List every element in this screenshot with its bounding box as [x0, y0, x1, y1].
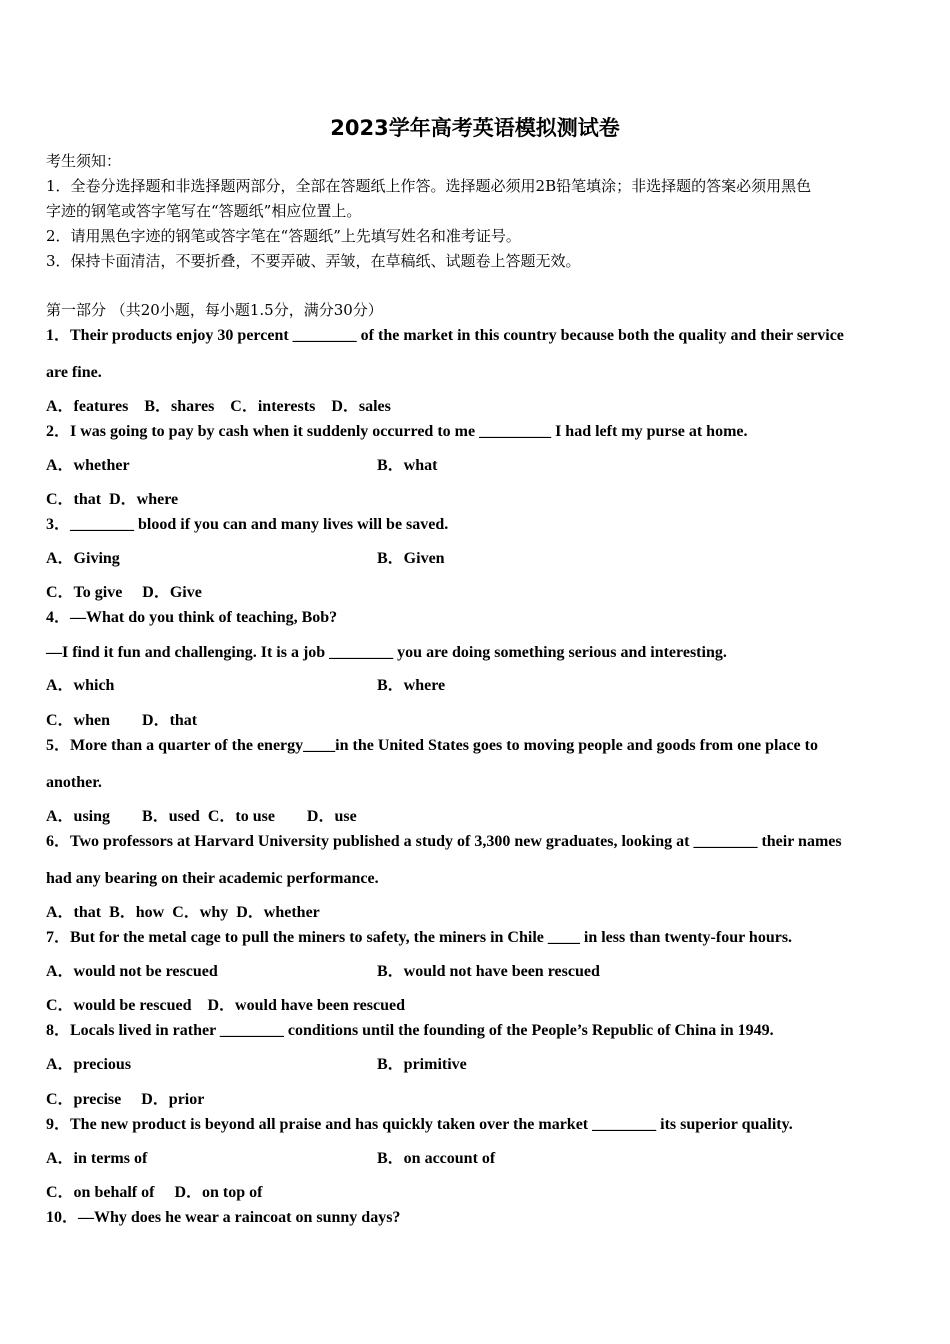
notice-line-2: 2．请用黑色字迹的钢笔或答字笔在“答题纸”上先填写姓名和准考证号。	[46, 227, 521, 245]
notice-line-3: 3．保持卡面清洁，不要折叠，不要弄破、弄皱，在草稿纸、试题卷上答题无效。	[46, 252, 581, 270]
question-7-option-a: A．would not be rescued	[46, 963, 218, 980]
question-7-options-cd: C．would be rescued D．would have been rescued	[46, 997, 405, 1014]
question-2-stem: 2．I was going to pay by cash when it suddenly occurred to me _________ I had left my purse at home.	[46, 423, 748, 440]
question-1-options: A．features B．shares C．interests D．sales	[46, 398, 391, 415]
question-9-option-b: B．on account of	[377, 1150, 496, 1167]
question-4-option-a: A．which	[46, 677, 115, 694]
question-3-stem: 3．________ blood if you can and many lives will be saved.	[46, 516, 449, 533]
question-8-option-a: A．precious	[46, 1056, 132, 1073]
question-4-options-cd: C．when D．that	[46, 712, 198, 729]
question-8-options-cd: C．precise D．prior	[46, 1091, 205, 1108]
question-8-option-b: B．primitive	[377, 1056, 467, 1073]
question-2-option-a: A．whether	[46, 457, 130, 474]
question-6-stem: 6．Two professors at Harvard University published a study of 3,300 new graduates, looking at ________ their names	[46, 833, 842, 850]
question-4-option-b: B．where	[377, 677, 446, 694]
question-1-stem: 1．Their products enjoy 30 percent ________ of the market in this country because both the quality and their service	[46, 327, 844, 344]
question-2-options-cd: C．that D．where	[46, 491, 179, 508]
question-9-stem: 9．The new product is beyond all praise and has quickly taken over the market ________ its superior quality.	[46, 1116, 793, 1133]
question-7-option-b: B．would not have been rescued	[377, 963, 600, 980]
question-4-stem: 4．—What do you think of teaching, Bob?	[46, 609, 338, 626]
question-2-option-b: B．what	[377, 457, 438, 474]
question-10-stem: 10．—Why does he wear a raincoat on sunny days?	[46, 1209, 401, 1226]
question-5-stem: 5．More than a quarter of the energy____in the United States goes to moving people and goods from one place to	[46, 737, 818, 754]
question-4-stem-cont: —I find it fun and challenging. It is a job ________ you are doing something serious and interesting.	[46, 644, 727, 661]
notice-line-1-cont: 字迹的钢笔或答字笔写在“答题纸”相应位置上。	[46, 202, 362, 220]
question-8-stem: 8．Locals lived in rather ________ conditions until the founding of the People’s Republic of China in 1949.	[46, 1022, 774, 1039]
question-3-option-b: B．Given	[377, 550, 445, 567]
question-3-option-a: A．Giving	[46, 550, 120, 567]
question-3-options-cd: C．To give D．Give	[46, 584, 202, 601]
question-6-options: A．that B．how C．why D．whether	[46, 904, 320, 921]
question-9-option-a: A．in terms of	[46, 1150, 148, 1167]
page-title: 2023学年高考英语模拟测试卷	[330, 116, 620, 140]
notice-line-1: 1．全卷分选择题和非选择题两部分，全部在答题纸上作答。选择题必须用2B铅笔填涂；非选择题的答案必须用黑色	[46, 177, 812, 195]
notice-heading: 考生须知：	[46, 152, 122, 170]
section-heading: 第一部分 （共20小题，每小题1.5分，满分30分）	[46, 301, 383, 319]
question-1-stem-cont: are fine.	[46, 364, 102, 381]
question-7-stem: 7．But for the metal cage to pull the miners to safety, the miners in Chile ____ in less than twenty-four hours.	[46, 929, 793, 946]
question-9-options-cd: C．on behalf of D．on top of	[46, 1184, 263, 1201]
question-5-stem-cont: another.	[46, 774, 102, 791]
question-6-stem-cont: had any bearing on their academic performance.	[46, 870, 379, 887]
question-5-options: A．using B．used C．to use D．use	[46, 808, 357, 825]
